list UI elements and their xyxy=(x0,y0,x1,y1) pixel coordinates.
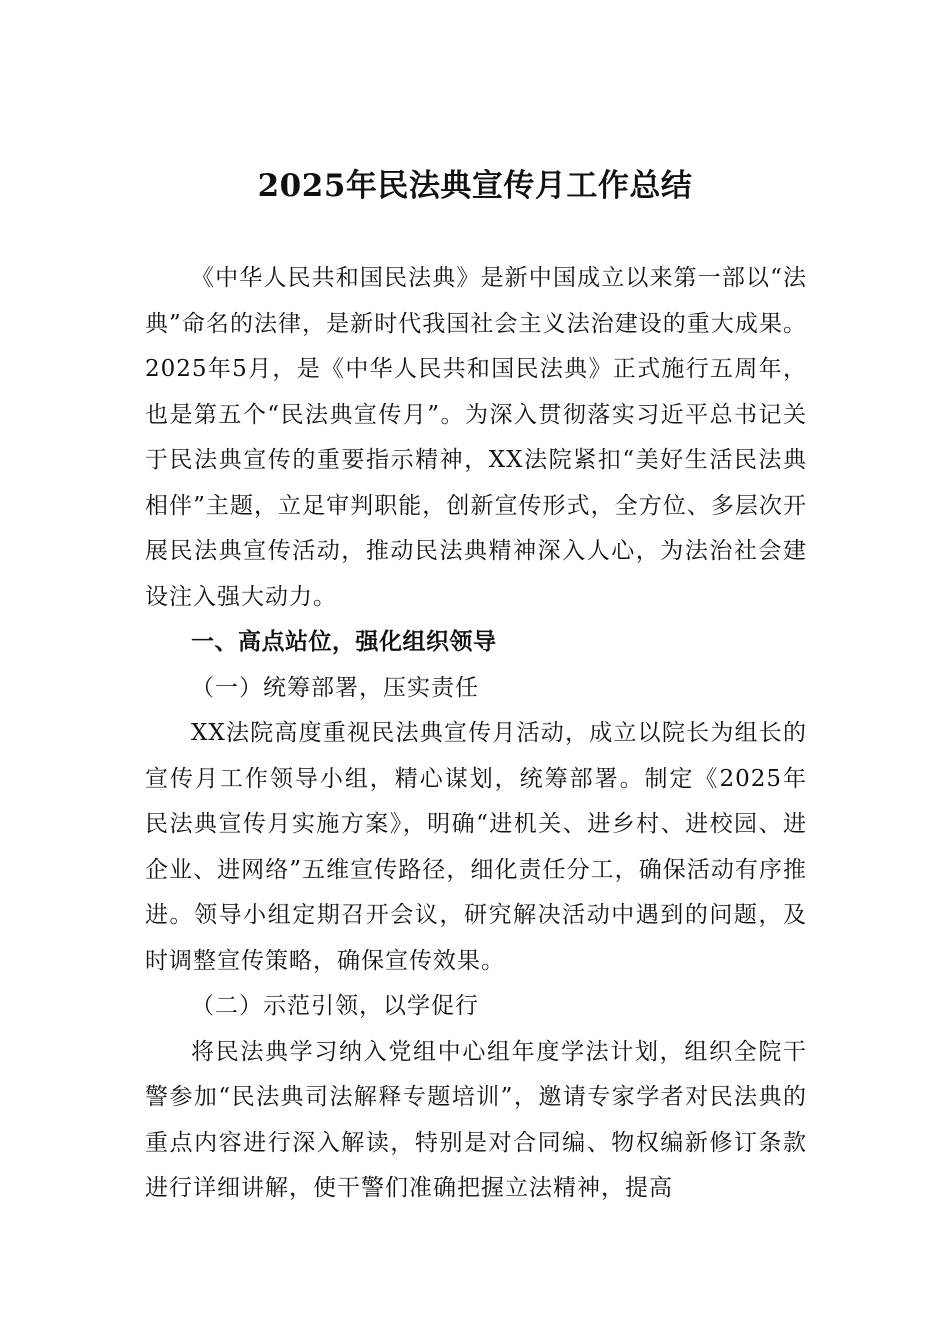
subsection-2-paragraph: 将民法典学习纳入党组中心组年度学法计划，组织全院干警参加“民法典司法解释专题培训”，邀请专家学者对民法典的重点内容进行深入解读，特别是对合同编、物权编新修订条款进行详细讲解，使干警们准确把握立法精神，提高 xyxy=(145,1038,807,1201)
document-body xyxy=(145,256,807,1212)
intro-paragraph: 《中华人民共和国民法典》是新中国成立以来第一部以“法典”命名的法律，是新时代我国社会主义法治建设的重大成果。2025年5月，是《中华人民共和国民法典》正式施行五周年，也是第五个“民法典宣传月”。为深入贯彻落实习近平总书记关于民法典宣传的重要指示精神，XX法院紧扣“美好生活民法典相伴”主题，立足审判职能，创新宣传形式，全方位、多层次开展民法典宣传活动，推动民法典精神深入人心，为法治社会建设注入强大动力。 xyxy=(145,265,807,610)
subsection-heading-2: （二）示范引领，以学促行 xyxy=(191,993,479,1019)
section-heading-1: 一、高点站位，强化组织领导 xyxy=(191,629,497,655)
subsection-heading-1: （一）统筹部署，压实责任 xyxy=(191,674,479,701)
subsection-1-paragraph: XX法院高度重视民法典宣传月活动，成立以院长为组长的宣传月工作领导小组，精心谋划，统筹部署。制定《2025年民法典宣传月实施方案》，明确“进机关、进乡村、进校园、进企业、进网络”五维宣传路径，细化责任分工，确保活动有序推进。领导小组定期召开会议，研究解决活动中遇到的问题，及时调整宣传策略，确保宣传效果。 xyxy=(145,720,807,974)
document-title: 2025年民法典宣传月工作总结 xyxy=(257,168,693,204)
